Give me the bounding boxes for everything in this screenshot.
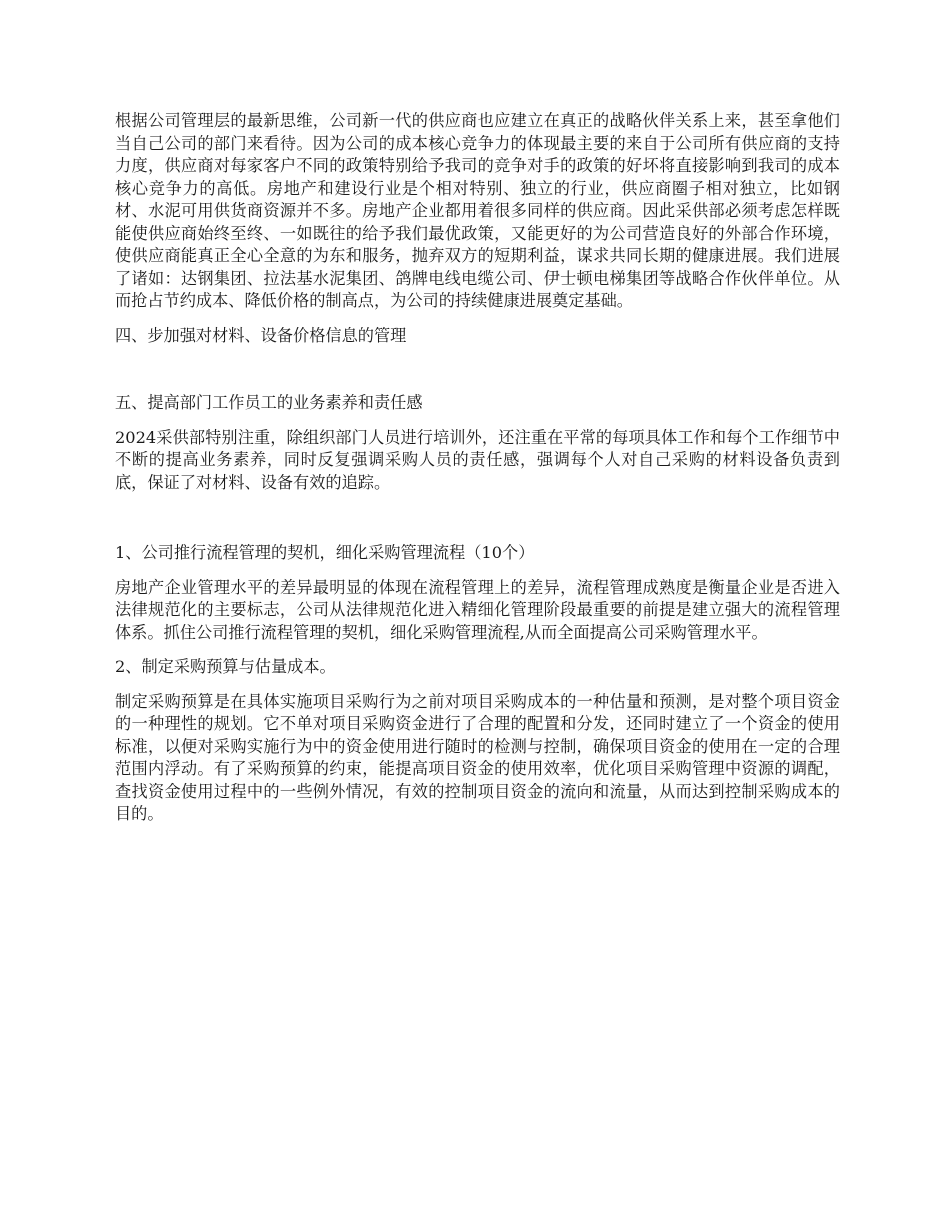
- heading-price-information: 四、步加强对材料、设备价格信息的管理: [115, 325, 407, 345]
- heading-procurement-budget: 2、制定采购预算与估量成本。: [115, 657, 336, 676]
- paragraph-procurement-budget: 制定采购预算是在具体实施项目采购行为之前对项目采购成本的一种估量和预测，是对整个项目资金的一种理性的规划。它不单对项目采购资金进行了合理的配置和分发，还同时建立了一个资金的使用标准，以便对采购实施行为中的资金使用进行随时的检测与控制，确保项目资金的使用在一定的合理范围内浮动。有了采购预算的约束，能提高项目资金的使用效率，优化项目采购管理中资源的调配，查找资金使用过程中的一些例外情况，有效的控制项目资金的流向和流量，从而达到控制采购成本的目的。: [115, 691, 840, 823]
- heading-process-management: 1、公司推行流程管理的契机，细化采购管理流程（10个）: [115, 543, 535, 562]
- paragraph-supplier-partnership: 根据公司管理层的最新思维，公司新一代的供应商也应建立在真正的战略伙伴关系上来，甚至拿他们当自己公司的部门来看待。因为公司的成本核心竞争力的体现最主要的来自于公司所有供应商的支持力度，供应商对每家客户不同的政策特别给予我司的竞争对手的政策的好坏将直接影响到我司的成本核心竞争力的高低。房地产和建设行业是个相对特别、独立的行业，供应商圈子相对独立，比如钢材、水泥可用供货商资源并不多。房地产企业都用着很多同样的供应商。因此采供部必须考虑怎样既能使供应商始终至终、一如既往的给予我们最优政策，又能更好的为公司营造良好的外部合作环境，使供应商能真正全心全意的为东和服务，抛弃双方的短期利益，谋求共同长期的健康进展。我们进展了诸如：达钢集团、拉法基水泥集团、鸽牌电线电缆公司、伊士顿电梯集团等战略合作伙伴单位。从而抢占节约成本、降低价格的制高点，为公司的持续健康进展奠定基础。: [115, 111, 840, 310]
- heading-staff-quality: 五、提高部门工作员工的业务素养和责任感: [115, 393, 423, 412]
- paragraph-staff-training: 2024采供部特别注重，除组织部门人员进行培训外，还注重在平常的每项具体工作和每个工作细节中不断的提高业务素养，同时反复强调采购人员的责任感，强调每个人对自己采购的材料设备负责到底，保证了对材料、设备有效的追踪。: [115, 427, 840, 492]
- document-page: [115, 110, 840, 838]
- spacer: [115, 359, 840, 392]
- spacer: [115, 506, 840, 542]
- paragraph-process-management: 房地产企业管理水平的差异最明显的体现在流程管理上的差异，流程管理成熟度是衡量企业是否进入法律规范化的主要标志，公司从法律规范化进入精细化管理阶段最重要的前提是建立强大的流程管理体系。抓住公司推行流程管理的契机，细化采购管理流程,从而全面提高公司采购管理水平。: [115, 577, 840, 642]
